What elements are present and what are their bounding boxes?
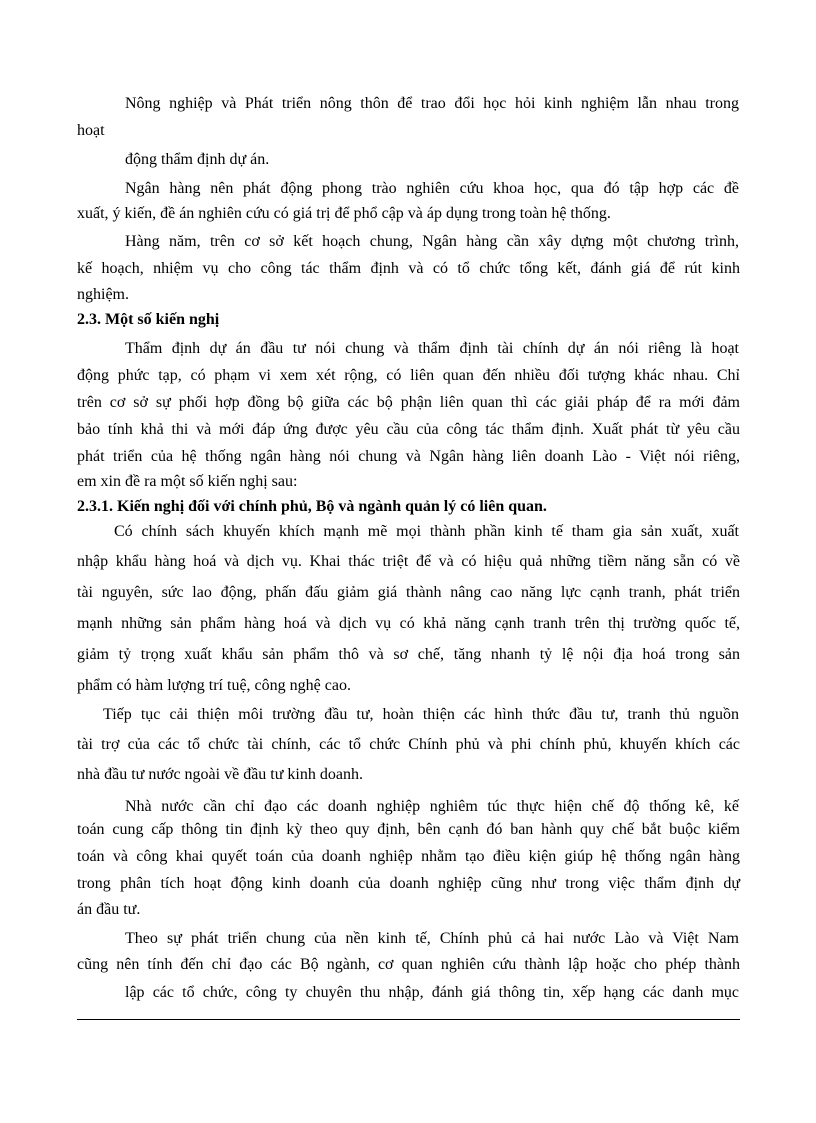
text-line: toán và công khai quyết toán của doanh nghiệp nhằm tạo điều kiện giúp hệ thống ngân hàng <box>77 848 740 865</box>
text-line: giảm tỷ trọng xuất khẩu sản phẩm thô và sơ chế, tăng nhanh tỷ lệ nội địa hoá trong sản <box>77 646 740 663</box>
text-line: Tiếp tục cải thiện môi trường đầu tư, hoàn thiện các hình thức đầu tư, tranh thủ nguồn <box>103 706 739 723</box>
text-line: án đầu tư. <box>77 901 141 918</box>
text-line: nhập khẩu hàng hoá và dịch vụ. Khai thác triệt để và có hiệu quả những tiềm năng sẵn có về <box>77 553 740 570</box>
text-line: tài trợ của các tổ chức tài chính, các tổ chức Chính phủ và phi chính phủ, khuyến khích các <box>77 736 740 753</box>
text-line: xuất, ý kiến, đề án nghiên cứu có giá trị để phổ cập và áp dụng trong toàn hệ thống. <box>77 205 611 222</box>
text-line: mạnh những sản phẩm hàng hoá và dịch vụ có khả năng cạnh tranh trên thị trường quốc tế, <box>77 615 740 632</box>
text-line: cũng nên tính đến chỉ đạo các Bộ ngành, cơ quan nghiên cứu thành lập hoặc cho phép thành <box>77 956 740 973</box>
text-line: nhà đầu tư nước ngoài về đầu tư kinh doanh. <box>77 766 363 783</box>
text-line: bảo tính khả thi và mới đáp ứng được yêu cầu của công tác thẩm định. Xuất phát từ yêu cầu <box>77 421 740 438</box>
subsection-heading: 2.3.1. Kiến nghị đối với chính phủ, Bộ và ngành quản lý có liên quan. <box>77 498 547 515</box>
text-line: Thẩm định dự án đầu tư nói chung và thẩm định tài chính dự án nói riêng là hoạt <box>125 340 739 357</box>
text-line: động thẩm định dự án. <box>125 151 270 168</box>
text-line: trong phân tích hoạt động kinh doanh của doanh nghiệp cũng như trong việc thẩm định dự <box>77 875 740 892</box>
text-line: Nông nghiệp và Phát triển nông thôn để trao đổi học hỏi kinh nghiệm lẫn nhau trong <box>125 95 739 112</box>
text-line: Hàng năm, trên cơ sở kết hoạch chung, Ngân hàng cần xây dựng một chương trình, <box>125 233 739 250</box>
text-line: phẩm có hàm lượng trí tuệ, công nghệ cao. <box>77 677 351 694</box>
text-line: động phức tạp, có phạm vi xem xét rộng, có liên quan đến nhiều đối tượng khác nhau. Chỉ <box>77 367 740 384</box>
text-line: Nhà nước cần chỉ đạo các doanh nghiệp nghiêm túc thực hiện chế độ thống kê, kế <box>125 798 739 815</box>
text-line: kế hoạch, nhiệm vụ cho công tác thẩm định và có tổ chức tổng kết, đánh giá để rút kinh <box>77 260 740 277</box>
text-line: em xin đề ra một số kiến nghị sau: <box>77 473 298 490</box>
text-line: trên cơ sở sự phối hợp đồng bộ giữa các bộ phận liên quan thì các giải pháp để ra mới đảm <box>77 394 740 411</box>
text-line: toán cung cấp thông tin định kỳ theo quy định, bên cạnh đó ban hành quy chế bắt buộc kiểm <box>77 821 740 838</box>
section-heading: 2.3. Một số kiến nghị <box>77 311 220 328</box>
text-line: nghiệm. <box>77 286 129 303</box>
text-line: tài nguyên, sức lao động, phấn đấu giảm giá thành nâng cao năng lực cạnh tranh, phát triển <box>77 584 740 601</box>
text-line: Ngân hàng nên phát động phong trào nghiên cứu khoa học, qua đó tập hợp các đề <box>125 180 739 197</box>
text-line: Có chính sách khuyến khích mạnh mẽ mọi thành phần kinh tế tham gia sản xuất, xuất <box>114 523 739 540</box>
text-line: phát triển của hệ thống ngân hàng nói chung và Ngân hàng liên doanh Lào - Việt nói riêng, <box>77 448 740 465</box>
text-line: Theo sự phát triển chung của nền kinh tế, Chính phủ cả hai nước Lào và Việt Nam <box>125 930 739 947</box>
text-line: hoạt <box>77 122 105 139</box>
footer-rule <box>77 1019 740 1020</box>
text-line: lập các tổ chức, công ty chuyên thu nhập, đánh giá thông tin, xếp hạng các danh mục <box>125 984 739 1001</box>
